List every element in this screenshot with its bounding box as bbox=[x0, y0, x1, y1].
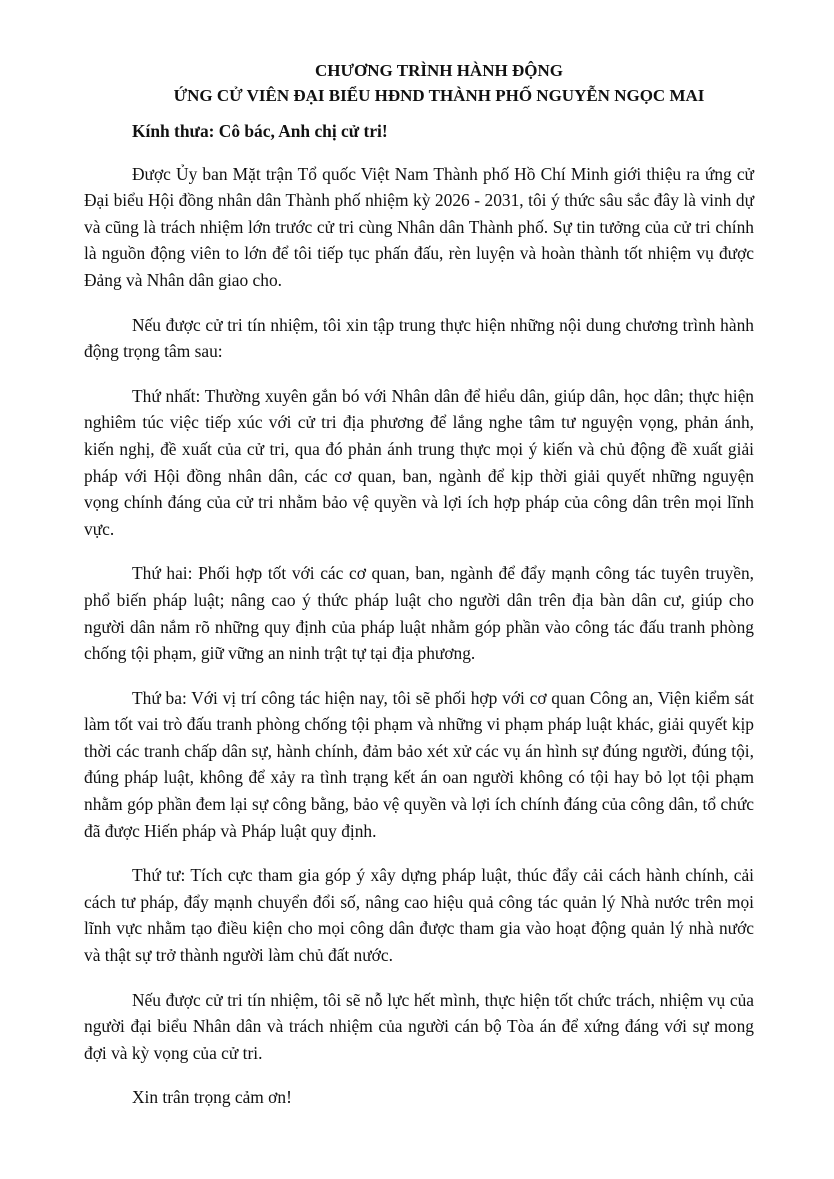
paragraph-introduction: Được Ủy ban Mặt trận Tổ quốc Việt Nam Thành phố Hồ Chí Minh giới thiệu ra ứng cử Đại biểu Hội đồng nhân dân Thành phố nhiệm kỳ 2026 - 2031, tôi ý thức sâu sắc đây là vinh dự và cũng là trách nhiệm lớn trước cử tri cùng Nhân dân Thành phố. Sự tin tưởng của cử tri chính là nguồn động viên to lớn để tôi tiếp tục phấn đấu, rèn luyện và hoàn thành tốt nhiệm vụ được Đảng và Nhân dân giao cho. bbox=[84, 163, 754, 290]
paragraph-second-point: Thứ hai: Phối hợp tốt với các cơ quan, ban, ngành để đẩy mạnh công tác tuyên truyền, phổ biến pháp luật; nâng cao ý thức pháp luật cho người dân trên địa bàn dân cư, giúp cho người dân nắm rõ những quy định của pháp luật nhằm góp phần vào công tác đấu tranh phòng chống tội phạm, giữ vững an ninh trật tự tại địa phương. bbox=[84, 563, 754, 664]
paragraph-commitment: Nếu được cử tri tín nhiệm, tôi xin tập trung thực hiện những nội dung chương trình hành động trọng tâm sau: bbox=[84, 314, 754, 362]
document-title-line-2: ỨNG CỬ VIÊN ĐẠI BIỂU HĐND THÀNH PHỐ NGUYỄN NGỌC MAI bbox=[173, 86, 705, 105]
paragraph-first-point: Thứ nhất: Thường xuyên gắn bó với Nhân dân để hiểu dân, giúp dân, học dân; thực hiện nghiêm túc việc tiếp xúc với cử tri địa phương để lắng nghe tâm tư nguyện vọng, phản ánh, kiến nghị, đề xuất của cử tri, qua đó phản ánh trung thực mọi ý kiến và chủ động đề xuất giải pháp với Hội đồng nhân dân, các cơ quan, ban, ngành để kịp thời giải quyết những nguyện vọng chính đáng của cử tri nhằm bảo vệ quyền và lợi ích hợp pháp của công dân trên mọi lĩnh vực. bbox=[84, 385, 754, 539]
paragraph-conclusion: Nếu được cử tri tín nhiệm, tôi sẽ nỗ lực hết mình, thực hiện tốt chức trách, nhiệm vụ của người đại biểu Nhân dân và trách nhiệm của người cán bộ Tòa án để xứng đáng với sự mong đợi và kỳ vọng của cử tri. bbox=[84, 989, 754, 1063]
greeting: Kính thưa: Cô bác, Anh chị cử tri! bbox=[132, 121, 388, 141]
closing-thanks: Xin trân trọng cảm ơn! bbox=[132, 1087, 292, 1108]
paragraph-fourth-point: Thứ tư: Tích cực tham gia góp ý xây dựng pháp luật, thúc đẩy cải cách hành chính, cải cách tư pháp, đẩy mạnh chuyển đổi số, nâng cao hiệu quả công tác quản lý Nhà nước trên mọi lĩnh vực nhằm tạo điều kiện cho mọi công dân được tham gia vào hoạt động quản lý nhà nước và thật sự trở thành người làm chủ đất nước. bbox=[84, 865, 754, 966]
paragraph-third-point: Thứ ba: Với vị trí công tác hiện nay, tôi sẽ phối hợp với cơ quan Công an, Viện kiểm sát làm tốt vai trò đấu tranh phòng chống tội phạm và những vi phạm pháp luật khác, giải quyết kịp thời các tranh chấp dân sự, hành chính, đảm bảo xét xử các vụ án hình sự đúng người, đúng tội, đúng pháp luật, không để xảy ra tình trạng kết án oan người không có tội hay bỏ lọt tội phạm nhằm góp phần đem lại sự công bằng, bảo vệ quyền và lợi ích chính đáng của công dân, tổ chức đã được Hiến pháp và Pháp luật quy định. bbox=[84, 687, 754, 841]
document-title-line-1: CHƯƠNG TRÌNH HÀNH ĐỘNG bbox=[315, 61, 563, 80]
